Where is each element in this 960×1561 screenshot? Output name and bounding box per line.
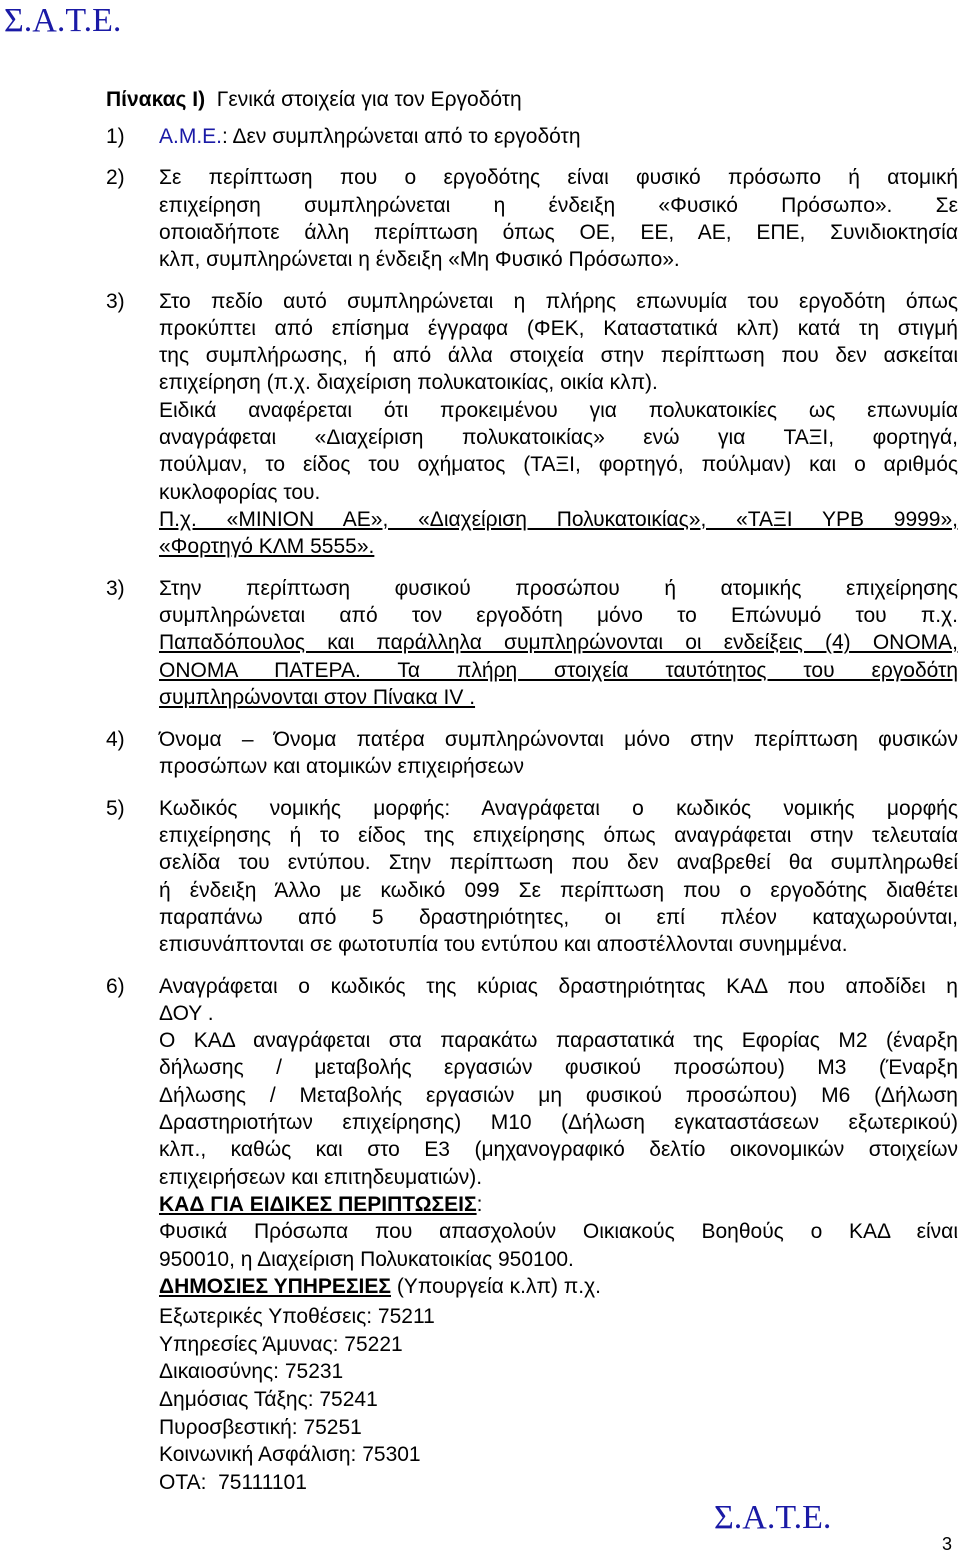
text-line: επιχείρηση (π.χ. διαχείριση πολυκατοικίας, οικία κλπ).: [159, 371, 658, 394]
item-number: 1): [106, 125, 125, 148]
code-line: ΟΤΑ: 75111101: [159, 1471, 307, 1494]
text-line: Κωδικός νομικής μορφής: Αναγράφεται ο κωδικός νομικής μορφής: [159, 797, 958, 820]
text-line: Στην περίπτωση φυσικού προσώπου ή ατομικής επιχείρησης: [159, 577, 958, 600]
text-line: 950010, η Διαχείριση Πολυκατοικίας 950100.: [159, 1248, 574, 1271]
text-line: συμπληρώνονται στον Πίνακα IV .: [159, 686, 476, 709]
text-line: επισυνάπτονται σε φωτοτυπία του εντύπου και αποστέλλονται συνημμένα.: [159, 933, 848, 956]
text-line: παραπάνω από 5 δραστηριότητες, οι επί πλέον καταχωρούνται,: [159, 906, 958, 929]
table-label: Πίνακας Ι): [106, 88, 206, 111]
text-line: πούλμαν, το είδος του οχήματος (ΤΑΞΙ, φορτηγό, πούλμαν) και ο αριθμός: [159, 453, 958, 476]
ame-label: Α.Μ.Ε.: [159, 125, 223, 148]
special-heading-colon: :: [476, 1193, 483, 1216]
text-line: ΟΝΟΜΑ ΠΑΤΕΡΑ. Τα πλήρη στοιχεία ταυτότητος του εργοδότη: [159, 659, 958, 682]
text-line: Δήλωσης / Μεταβολής εργασιών μη φυσικού προσώπου) Μ6 (Δήλωση: [159, 1084, 958, 1107]
code-line: Δικαιοσύνης: 75231: [159, 1360, 344, 1383]
text-line: κλπ, συμπληρώνεται η ένδειξη «Μη Φυσικό Πρόσωπο».: [159, 248, 680, 271]
text-line: επιχειρήσεων και επιτηδευματιών).: [159, 1166, 483, 1189]
footer-logo: Σ.Α.Τ.Ε.: [714, 1499, 832, 1536]
special-heading-text: ΚΑΔ ΓΙΑ ΕΙΔΙΚΕΣ ΠΕΡΙΠΤΩΣΕΙΣ: [159, 1193, 477, 1216]
special-heading: [159, 1191, 958, 1218]
text-line: Δραστηριοτήτων επιχείρησης) Μ10 (Δήλωση εγκαταστάσεων εξωτερικού): [159, 1111, 958, 1134]
text-line: κυκλοφορίας του.: [159, 481, 321, 504]
item-number: 3): [106, 577, 125, 600]
text-line: επιχείρηση συμπληρώνεται η ένδειξη «Φυσικό Πρόσωπο». Σε: [159, 194, 958, 217]
item-number: 6): [106, 975, 125, 998]
table-title: [106, 86, 522, 113]
text-line: κλπ., καθώς και στο Ε3 (μηχανογραφικό δελτίο οικονομικών στοιχείων: [159, 1138, 958, 1161]
item-number: 5): [106, 797, 125, 820]
text-line: αναγράφεται «Διαχείριση πολυκατοικίας» ενώ για ΤΑΞΙ, φορτηγά,: [159, 426, 958, 449]
text-line: ΔΟΥ .: [159, 1002, 214, 1025]
text-line: Ειδικά αναφέρεται ότι προκειμένου για πολυκατοικίες ως επωνυμία: [159, 399, 958, 422]
text-line: Παπαδόπουλος και παράλληλα συμπληρώνονται οι ενδείξεις (4) ΟΝΟΜΑ,: [159, 631, 958, 654]
code-line: Εξωτερικές Υποθέσεις: 75211: [159, 1305, 435, 1328]
text-line: «Φορτηγό ΚΛΜ 5555».: [159, 535, 375, 558]
text-line: οποιαδήποτε άλλη περίπτωση όπως ΟΕ, ΕΕ, ΑΕ, ΕΠΕ, Συνιδιοκτησία: [159, 221, 958, 244]
item-number: 4): [106, 728, 125, 751]
text-line: ή ένδειξη Άλλο με κωδικό 099 Σε περίπτωση που ο εργοδότης διαθέτει: [159, 879, 958, 902]
text-line: προκύπτει από επίσημα έγγραφα (ΦΕΚ, Καταστατικά κλπ) κατά τη στιγμή: [159, 317, 958, 340]
page-number: 3: [942, 1534, 953, 1554]
text-line: Όνομα – Όνομα πατέρα συμπληρώνονται μόνο στην περίπτωση φυσικών: [159, 728, 958, 751]
code-line: Υπηρεσίες Άμυνας: 75221: [159, 1333, 403, 1356]
text-line: Αναγράφεται ο κωδικός της κύριας δραστηριότητας ΚΑΔ που αποδίδει η: [159, 975, 958, 998]
text-line: δήλωσης / μεταβολής εργασιών φυσικού προσώπου) Μ3 (Έναρξη: [159, 1056, 958, 1079]
text-line: Στο πεδίο αυτό συμπληρώνεται η πλήρης επωνυμία του εργοδότη όπως: [159, 290, 958, 313]
code-line: Πυροσβεστική: 75251: [159, 1416, 362, 1439]
text-line: προσώπων και ατομικών επιχειρήσεων: [159, 755, 524, 778]
text-line: σελίδα του εντύπου. Στην περίπτωση που δεν αναβρεθεί θα συμπληρωθεί: [159, 851, 958, 874]
item-number: 2): [106, 166, 125, 189]
text-line: Π.χ. «ΜΙΝΙΟΝ ΑΕ», «Διαχείριση Πολυκατοικίας», «ΤΑΞΙ ΥΡΒ 9999»,: [159, 508, 958, 531]
table-title-text: Γενικά στοιχεία για τον Εργοδότη: [216, 88, 522, 111]
text-line: της συμπλήρωσης, ή από άλλα στοιχεία στην περίπτωση που δεν ασκείται: [159, 344, 958, 367]
public-heading-text: ΔΗΜΟΣΙΕΣ ΥΠΗΡΕΣΙΕΣ: [159, 1275, 391, 1298]
code-line: Κοινωνική Ασφάλιση: 75301: [159, 1443, 421, 1466]
item-number: 3): [106, 290, 125, 313]
public-heading-suffix: (Υπουργεία κ.λπ) π.χ.: [390, 1275, 601, 1298]
text-line: Ο ΚΑΔ αναγράφεται στα παρακάτω παραστατικά της Εφορίας Μ2 (έναρξη: [159, 1029, 958, 1052]
item1-body: : Δεν συμπληρώνεται από το εργοδότη: [222, 125, 581, 148]
public-heading: [159, 1273, 958, 1300]
item1-text: [159, 123, 581, 150]
text-line: Σε περίπτωση που ο εργοδότης είναι φυσικό πρόσωπο ή ατομική: [159, 166, 958, 189]
text-line: Φυσικά Πρόσωπα που απασχολούν Οικιακούς Βοηθούς ο ΚΑΔ είναι: [159, 1220, 958, 1243]
text-line: επιχείρησης ή το είδος της επιχείρησης όπως αναγράφεται στην τελευταία: [159, 824, 958, 847]
header-logo: Σ.Α.Τ.Ε.: [4, 2, 122, 39]
text-line: συμπληρώνεται από τον εργοδότη μόνο το Επώνυμό του π.χ.: [159, 604, 958, 627]
code-line: Δημόσιας Τάξης: 75241: [159, 1388, 378, 1411]
